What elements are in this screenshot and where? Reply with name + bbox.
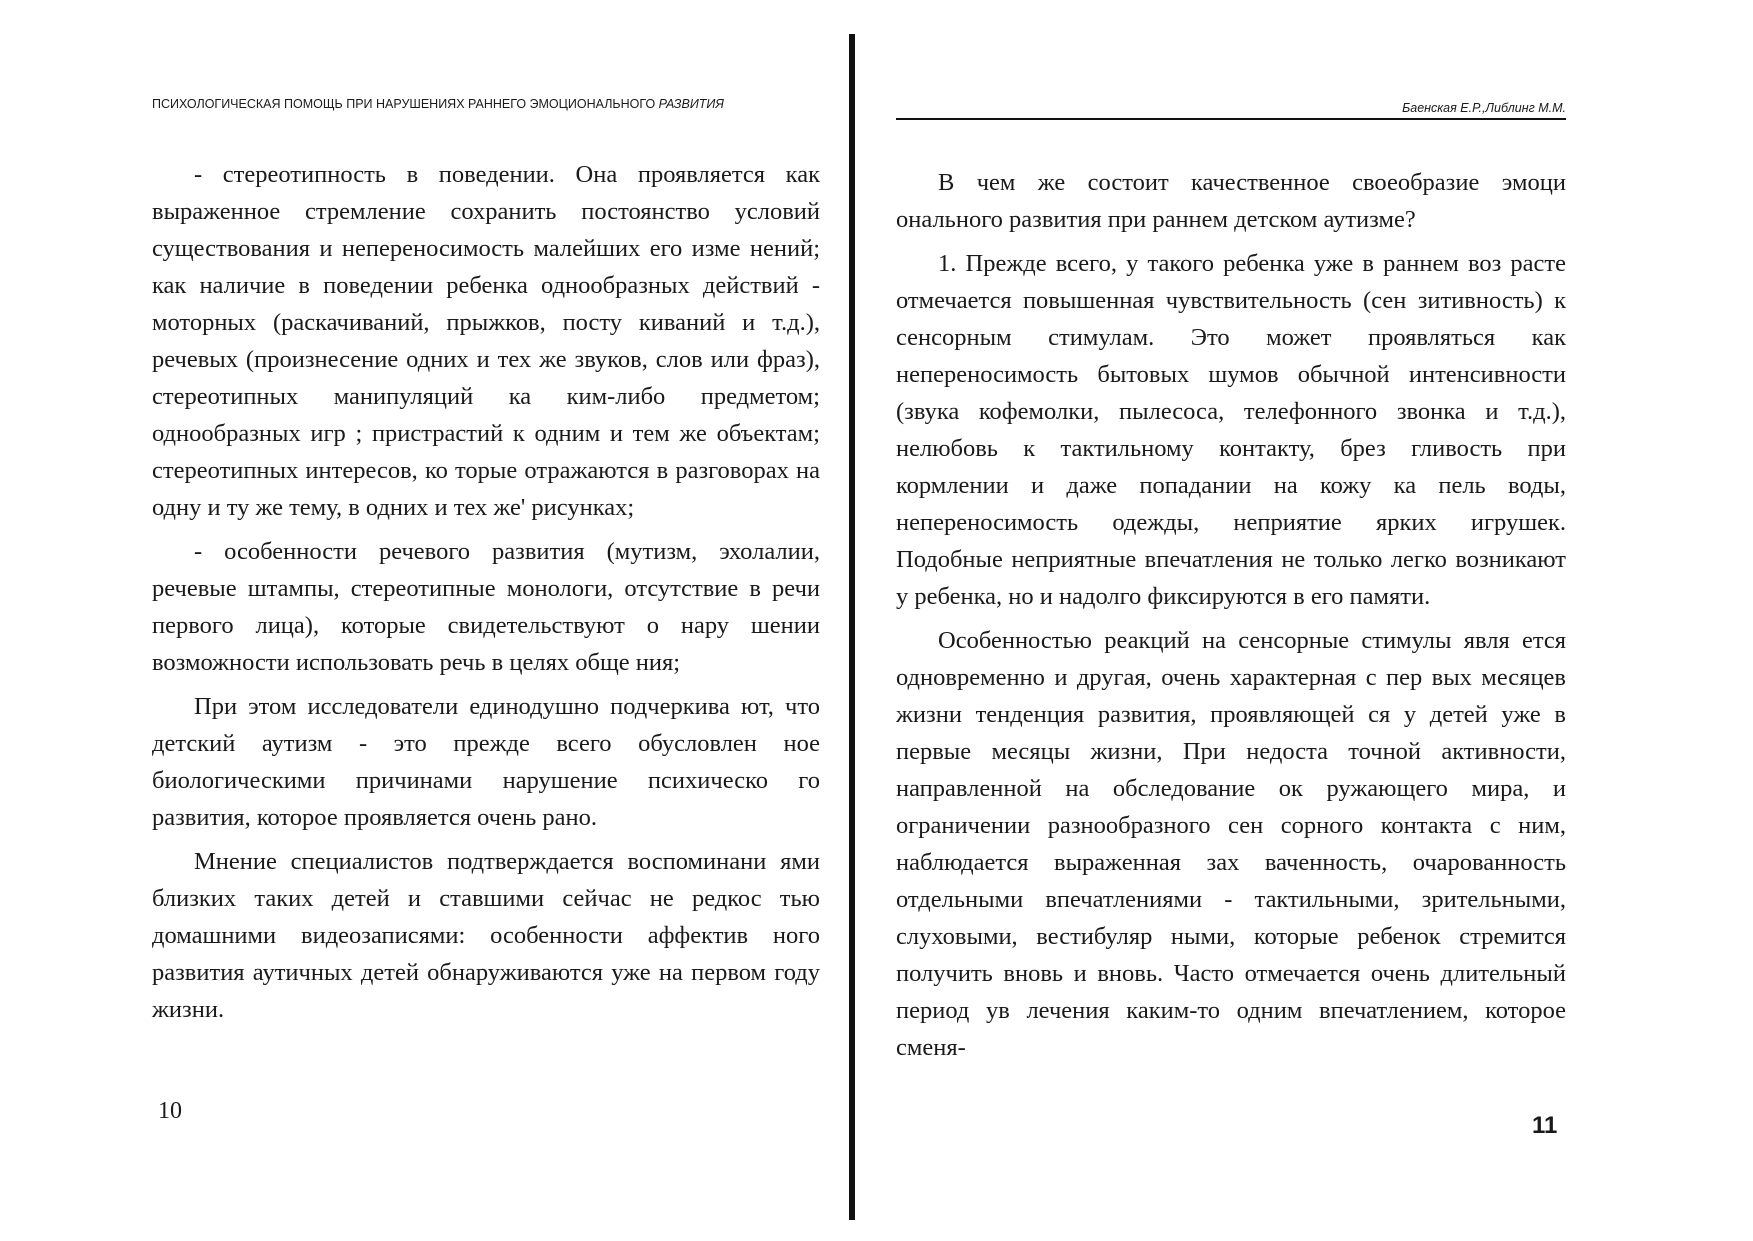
paragraph: - особенности речевого развития (мутизм, эхолалии, речевые штампы, стереотипные монологи, отсутствие в речи первого лица), которые свидетельствуют о нару шении возможности использовать речь в целях обще ния;	[152, 538, 820, 676]
paragraph: При этом исследователи единодушно подчеркива ют, что детский аутизм - это прежде всего обусловлен ное биологическими причинами нарушение психическо го развития, которое проявляется очень рано.	[152, 693, 820, 831]
paragraph: - стереотипность в поведении. Она проявляется как выраженное стремление сохранить постоянство условий существования и непереносимость малейших его изме нений; как наличие в поведении ребенка однообразных действий - моторных (раскачиваний, прыжков, посту киваний и т.д.), речевых (произнесение одних и тех же звуков, слов или фраз), стереотипных манипуляций ка ким-либо предметом; однообразных игр ; пристрастий к одним и тем же объектам; стереотипных интересов, ко торые отражаются в разговорах на одну и ту же тему, в одних и тех же' рисунках;	[152, 161, 820, 521]
header-text: ПСИХОЛОГИЧЕСКАЯ ПОМОЩЬ ПРИ НАРУШЕНИЯХ РАННЕГО ЭМОЦИОНАЛЬНОГО	[152, 97, 659, 111]
page-number-right: 11	[1532, 1112, 1558, 1139]
left-page	[152, 96, 820, 1028]
page-number-left: 10	[158, 1098, 182, 1124]
paragraph: 1. Прежде всего, у такого ребенка уже в раннем воз расте отмечается повышенная чувствительность (сен зитивность) к сенсорным стимулам. Это может проявляться как непереносимость бытовых шумов обычной интенсивности (звука кофемолки, пылесоса, телефонного звонка и т.д.), нелюбовь к тактильному контакту, брез гливость при кормлении и даже попадании на кожу ка пель воды, непереносимость одежды, неприятие ярких игрушек. Подобные неприятные впечатления не только легко возникают у ребенка, но и надолго фиксируются в его памяти.	[896, 250, 1566, 610]
paragraph: Мнение специалистов подтверждается воспоминани ями близких таких детей и ставшими сейчас не редкос тью домашними видеозаписями: особенности аффектив ного развития аутичных детей обнаруживаются уже на первом году жизни.	[152, 848, 820, 1023]
paragraph: Особенностью реакций на сенсорные стимулы явля ется одновременно и другая, очень характерная с пер вых месяцев жизни тенденция развития, проявляющей ся у детей уже в первые месяцы жизни, При недоста точной активности, направленной на обследование ок ружающего мира, и ограничении разнообразного сен сорного контакта с ним, наблюдается выраженная зах ваченность, очарованность отдельными впечатлениями - тактильными, зрительными, слуховыми, вестибуляр ными, которые ребенок стремится получить вновь и вновь. Часто отмечается очень длительный период ув лечения каким-то одним впечатлением, которое сменя-	[896, 627, 1566, 1061]
header-text-italic: РАЗВИТИЯ	[658, 97, 724, 111]
running-header-authors: Баенская Е.Р.,Либлинг М.М.	[896, 100, 1566, 120]
left-body-text	[152, 156, 820, 1028]
right-page	[896, 100, 1566, 1066]
right-body-text	[896, 164, 1566, 1066]
paragraph: В чем же состоит качественное своеобразие эмоци онального развития при раннем детском аутизме?	[896, 169, 1566, 233]
book-spine	[849, 34, 855, 1220]
running-header	[152, 96, 820, 112]
